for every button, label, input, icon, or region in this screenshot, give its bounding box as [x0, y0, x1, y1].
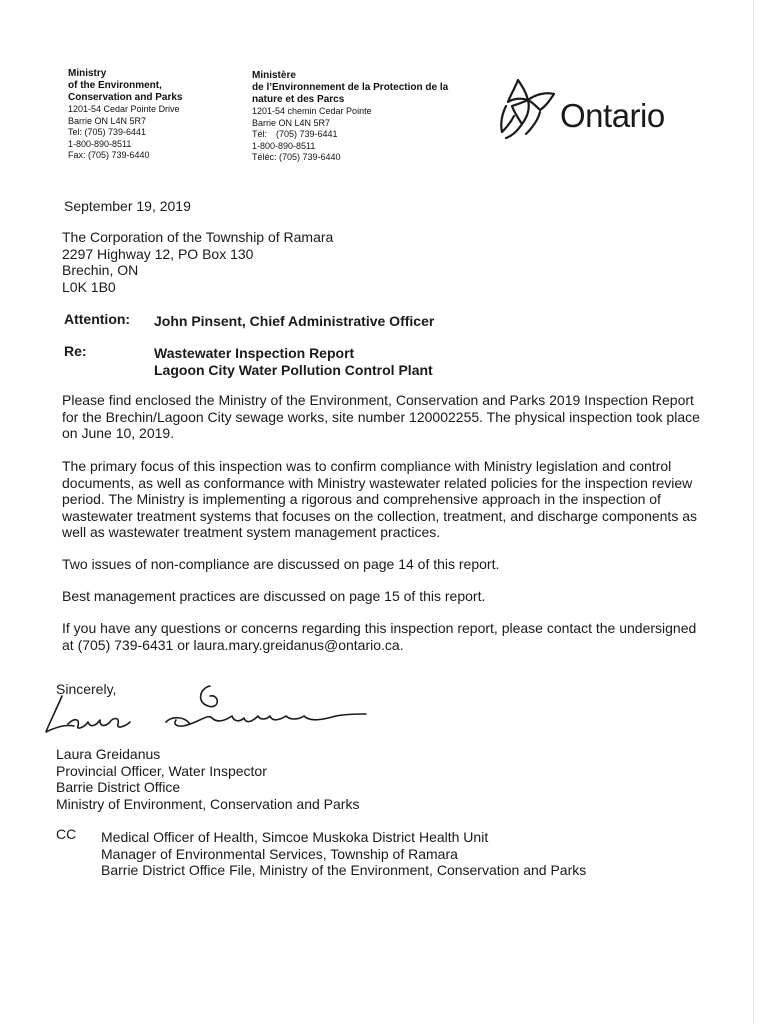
ministere-name-line3: nature et des Parcs	[252, 94, 345, 105]
ministere-tel	[252, 129, 448, 141]
paragraph-noncompliance: Two issues of non-compliance are discussed on page 14 of this report.	[62, 556, 500, 572]
recipient-address	[62, 229, 333, 295]
paragraph-line: for the Brechin/Lagoon City sewage works, site number 120002255. The physical inspection took place	[62, 408, 700, 425]
re-line2: Lagoon City Water Pollution Control Plant	[154, 362, 433, 378]
ministry-name-line2: of the Environment,	[68, 80, 162, 91]
recipient-line2: 2297 Highway 12, PO Box 130	[62, 245, 254, 262]
ministry-address2: Barrie ON L4N 5R7	[68, 115, 147, 126]
ministry-name-line1: Ministry	[68, 68, 107, 79]
ontario-wordmark: Ontario	[560, 97, 665, 134]
letter-date: September 19, 2019	[64, 198, 191, 214]
signatory-office: Barrie District Office	[56, 779, 181, 795]
paragraph-best-practices: Best management practices are discussed on page 15 of this report.	[62, 588, 486, 604]
paragraph-line: well as wastewater treatment system management practices.	[62, 524, 441, 540]
paragraph-contact	[62, 620, 696, 653]
ministere-address2: Barrie ON L4N 5R7	[252, 117, 331, 128]
cc-label: CC	[56, 826, 77, 842]
cc-item: Barrie District Office File, Ministry of the Environment, Conservation and Parks	[101, 862, 587, 878]
ministere-name-line2: de l’Environnement de la Protection de la	[252, 82, 449, 93]
cc-item: Manager of Environmental Services, Township of Ramara	[101, 845, 458, 862]
paragraph-line: If you have any questions or concerns regarding this inspection report, please contact the undersigned	[62, 620, 697, 636]
recipient-line4: L0K 1B0	[62, 278, 116, 295]
cc-item: Medical Officer of Health, Simcoe Muskoka District Health Unit	[101, 829, 489, 845]
paragraph-line: Please find enclosed the Ministry of the Environment, Conservation and Parks 2019 Inspection Report	[62, 392, 694, 408]
attention-value: John Pinsent, Chief Administrative Officer	[154, 313, 435, 329]
paragraph-line: wastewater treatment systems that focuses on the collection, treatment, and discharge components as	[62, 507, 697, 524]
re-label: Re:	[64, 343, 87, 359]
ministere-tel-label: Tél:	[252, 129, 268, 139]
paragraph-line: at (705) 739-6431 or laura.mary.greidanus@ontario.ca.	[62, 636, 404, 653]
letterhead-english	[68, 68, 182, 162]
cc-list	[101, 829, 586, 879]
paragraph-line: period. The Ministry is implementing a rigorous and comprehensive approach in the inspection of	[62, 491, 661, 507]
page-edge	[753, 0, 754, 1024]
handwritten-signature	[40, 680, 370, 750]
ontario-logo	[496, 76, 692, 146]
closing: Sincerely,	[56, 681, 117, 697]
ministry-address1: 1201-54 Cedar Pointe Drive	[68, 104, 180, 114]
signatory-ministry: Ministry of Environment, Conservation and Parks	[56, 795, 360, 812]
paragraph-enclosure	[62, 392, 700, 442]
ministry-fax: Fax: (705) 739-6440	[68, 150, 150, 160]
ministere-tel-number: (705) 739-6441	[276, 129, 338, 139]
signatory-block	[56, 746, 359, 812]
recipient-line3: Brechin, ON	[62, 262, 139, 278]
ministry-tollfree: 1-800-890-8511	[68, 138, 132, 149]
ministere-address1: 1201-54 chemin Cedar Pointe	[252, 106, 372, 116]
ministere-tollfree: 1-800-890-8511	[252, 140, 316, 151]
paragraph-focus	[62, 458, 697, 541]
paragraph-line: The primary focus of this inspection was to confirm compliance with Ministry legislation and control	[62, 458, 672, 474]
signatory-name: Laura Greidanus	[56, 746, 161, 762]
ministry-name-line3: Conservation and Parks	[68, 92, 183, 103]
ministry-tel: Tel: (705) 739-6441	[68, 127, 147, 137]
attention-label: Attention:	[64, 311, 131, 327]
trillium-icon	[496, 76, 560, 142]
paragraph-line: documents, as well as conformance with Ministry wastewater related policies for the inspection review	[62, 474, 693, 491]
ministere-fax: Téléc: (705) 739-6440	[252, 152, 341, 162]
paragraph-line: on June 10, 2019.	[62, 425, 175, 441]
re-line1: Wastewater Inspection Report	[154, 345, 355, 361]
recipient-line1: The Corporation of the Township of Ramara	[62, 229, 334, 245]
letterhead-french	[252, 70, 448, 164]
ministere-name-line1: Ministère	[252, 70, 296, 81]
signatory-title: Provincial Officer, Water Inspector	[56, 762, 267, 779]
